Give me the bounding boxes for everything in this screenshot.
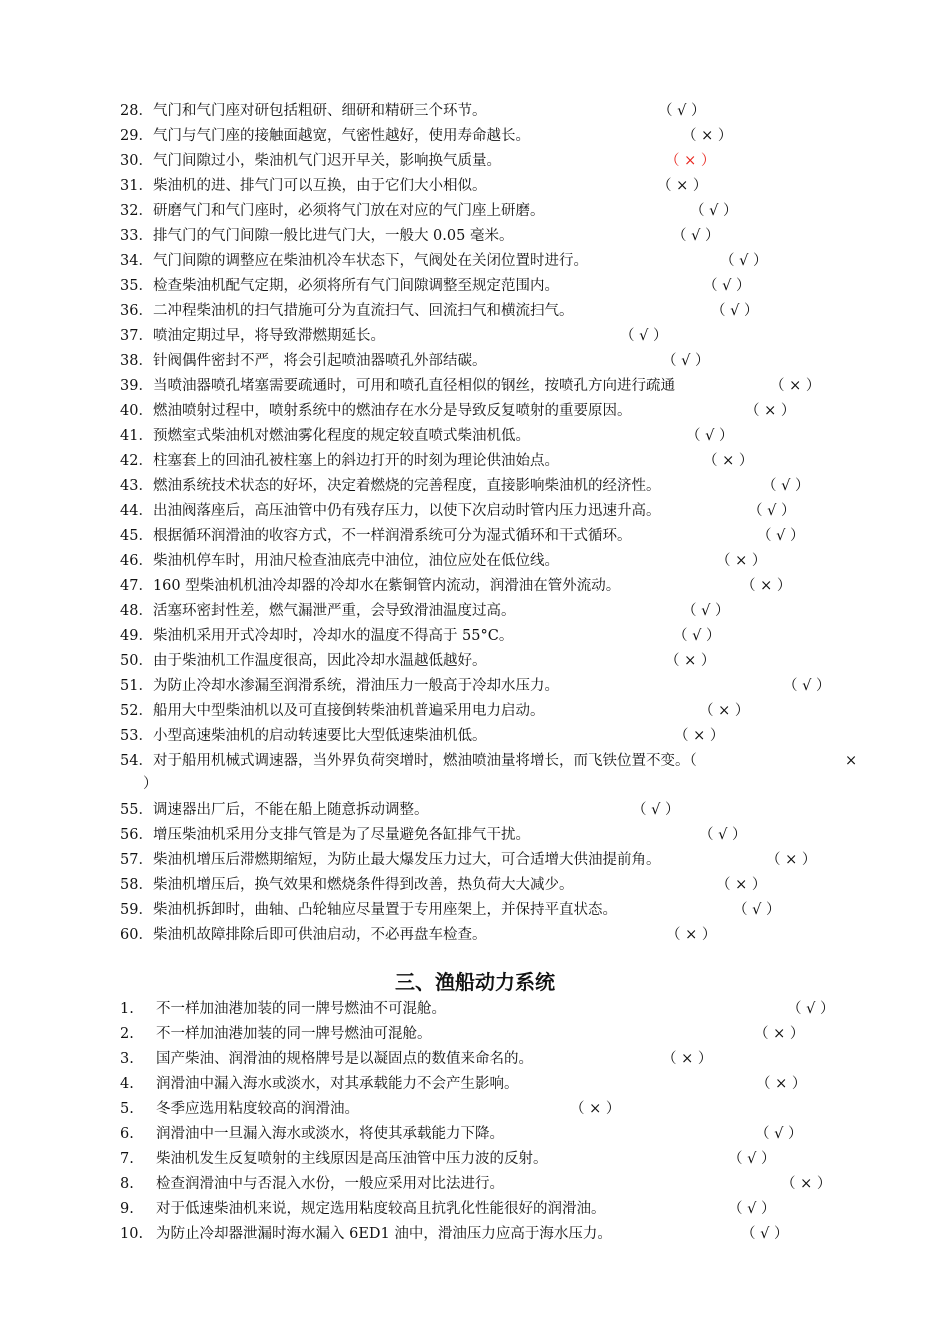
- item-text: 160 型柴油机机油冷却器的冷却水在紫铜管内流动，润滑油在管外流动。: [152, 578, 621, 594]
- item-answer: （ × ）: [716, 877, 767, 893]
- item-text: 对于船用机械式调速器，当外界负荷突增时，燃油喷油量将增长，而飞铁位置不变。（: [152, 753, 697, 769]
- item-answer: （ √ ）: [658, 103, 706, 119]
- item-number: 5.: [120, 1101, 134, 1117]
- item-answer: （ × ）: [756, 1076, 807, 1092]
- item-number: 54．: [120, 753, 153, 769]
- item-number: 46．: [120, 553, 153, 569]
- list-item: [120, 798, 428, 822]
- item-number: 42．: [120, 453, 153, 469]
- item-number: 10.: [120, 1226, 144, 1242]
- item-answer: （ √ ）: [728, 1151, 776, 1167]
- item-number: 53．: [120, 728, 153, 744]
- list-item: [120, 599, 515, 623]
- item-number: 56．: [120, 827, 153, 843]
- item-text: 柴油机拆卸时，曲轴、凸轮轴应尽量置于专用座架上，并保持平直状态。: [152, 902, 617, 918]
- item-number: 60．: [120, 927, 153, 943]
- item-text: 不一样加油港加装的同一牌号燃油可混舱。: [156, 1026, 432, 1042]
- item-number: 52．: [120, 703, 153, 719]
- item-answer: （ × ）: [674, 728, 725, 744]
- list-item: [120, 299, 573, 323]
- item-number: 36．: [120, 303, 153, 319]
- list-item: [120, 1047, 533, 1071]
- item-answer: （ √ ）: [728, 1201, 776, 1217]
- item-answer: （ √ ）: [741, 1226, 789, 1242]
- item-number: 43．: [120, 478, 153, 494]
- item-text: 柴油机的进、排气门可以互换，由于它们大小相似。: [152, 178, 487, 194]
- item-answer: （ √ ）: [672, 228, 720, 244]
- item-answer: （ √ ）: [690, 203, 738, 219]
- item-number: 45．: [120, 528, 153, 544]
- item-text: 柴油机增压后，换气效果和燃烧条件得到改善，热负荷大大减少。: [152, 877, 574, 893]
- item-answer: （ √ ）: [620, 328, 668, 344]
- item-answer: （ √ ）: [720, 253, 768, 269]
- item-text: 由于柴油机工作温度很高，因此冷却水温越低越好。: [152, 653, 487, 669]
- list-item: [120, 624, 513, 648]
- list-item: [120, 873, 573, 897]
- list-item: [120, 1022, 432, 1046]
- item-answer: （ √ ）: [762, 478, 810, 494]
- list-item: [120, 923, 486, 947]
- item-text: 柴油机采用开式冷却时，冷却水的温度不得高于 55°C。: [152, 628, 514, 644]
- item-text: 国产柴油、润滑油的规格牌号是以凝固点的数值来命名的。: [156, 1051, 533, 1067]
- item-number: 4.: [120, 1076, 134, 1092]
- item-number: 30．: [120, 153, 153, 169]
- list-item: [120, 1072, 519, 1096]
- section-title: 三、渔船动力系统: [395, 970, 555, 994]
- item-answer: （ √ ）: [711, 303, 759, 319]
- item-number: 37．: [120, 328, 153, 344]
- list-item: [120, 674, 559, 698]
- item-answer: （ √ ）: [682, 603, 730, 619]
- item-number: 28．: [120, 103, 153, 119]
- item-answer: （ × ）: [682, 128, 733, 144]
- item-number: 3.: [120, 1051, 134, 1067]
- list-item: [120, 249, 588, 273]
- item-answer: （ × ）: [745, 403, 796, 419]
- item-text: 为防止冷却器泄漏时海水漏入 6ED1 油中，滑油压力应高于海水压力。: [156, 1226, 612, 1242]
- item-number: 9.: [120, 1201, 134, 1217]
- item-text: 气门和气门座对研包括粗研、细研和精研三个环节。: [152, 103, 487, 119]
- item-answer: （ × ）: [770, 378, 821, 394]
- list-item: [120, 1097, 359, 1121]
- item-answer: （ × ）: [662, 1051, 713, 1067]
- item-answer: （ × ）: [570, 1101, 621, 1117]
- item-text: 燃油喷射过程中，喷射系统中的燃油存在水分是导致反复喷射的重要原因。: [152, 403, 632, 419]
- item-number: 41．: [120, 428, 153, 444]
- item-number: 35．: [120, 278, 153, 294]
- list-item: [120, 274, 559, 298]
- item-answer: （ × ）: [716, 553, 767, 569]
- list-item: [120, 848, 660, 872]
- list-item: [120, 424, 530, 448]
- item-text: 柱塞套上的回油孔被柱塞上的斜边打开的时刻为理论供油始点。: [152, 453, 559, 469]
- list-item: [120, 997, 446, 1021]
- item-number: 50．: [120, 653, 153, 669]
- item-answer: （ × ）: [754, 1026, 805, 1042]
- item-text: 柴油机故障排除后即可供油启动，不必再盘车检查。: [152, 927, 487, 943]
- item-text: 气门与气门座的接触面越宽，气密性越好，使用寿命越长。: [152, 128, 530, 144]
- item-answer: （ × ）: [665, 153, 716, 169]
- list-item: [120, 1222, 612, 1246]
- item-text: 不一样加油港加装的同一牌号燃油不可混舱。: [156, 1001, 446, 1017]
- item-answer: （ × ）: [781, 1176, 832, 1192]
- list-item: [120, 199, 544, 223]
- list-item: [120, 549, 559, 573]
- item-number: 48．: [120, 603, 153, 619]
- item-number: 40．: [120, 403, 153, 419]
- item-number: 44．: [120, 503, 153, 519]
- item-number: 29．: [120, 128, 153, 144]
- item-text: 对于低速柴油机来说，规定选用粘度较高且抗乳化性能很好的润滑油。: [156, 1201, 606, 1217]
- item-number: 32．: [120, 203, 153, 219]
- item-answer: （ × ）: [665, 653, 716, 669]
- item-number: 47．: [120, 578, 153, 594]
- item-number: 8.: [120, 1176, 134, 1192]
- item-text: 船用大中型柴油机以及可直接倒转柴油机普遍采用电力启动。: [152, 703, 545, 719]
- item-text: 小型高速柴油机的启动转速要比大型低速柴油机低。: [152, 728, 487, 744]
- item-number: 58．: [120, 877, 153, 893]
- item-text: 气门间隙过小，柴油机气门迟开早关，影响换气质量。: [152, 153, 501, 169]
- list-item: [120, 224, 513, 248]
- item-answer: （ √ ）: [783, 678, 831, 694]
- item-text: 排气门的气门间隙一般比进气门大，一般大 0.05 毫米。: [152, 228, 514, 244]
- item-answer: （ √ ）: [673, 628, 721, 644]
- item-number: 7.: [120, 1151, 134, 1167]
- item-text: 柴油机发生反复喷射的主线原因是高压油管中压力波的反射。: [156, 1151, 548, 1167]
- item-answer: （ √ ）: [632, 802, 680, 818]
- item-text: 润滑油中漏入海水或淡水，对其承载能力不会产生影响。: [156, 1076, 519, 1092]
- list-item: [120, 749, 697, 773]
- item-text: 根据循环润滑油的收容方式，不一样润滑系统可分为湿式循环和干式循环。: [152, 528, 632, 544]
- item-number: 51．: [120, 678, 153, 694]
- item-number: 34．: [120, 253, 153, 269]
- item-number: 55．: [120, 802, 153, 818]
- list-item: [120, 124, 530, 148]
- list-item: [120, 724, 486, 748]
- list-item: [120, 1197, 606, 1221]
- item-text: 冬季应选用粘度较高的润滑油。: [156, 1101, 359, 1117]
- item-answer: （ √ ）: [662, 353, 710, 369]
- item-number: 1.: [120, 1001, 134, 1017]
- item-number: 39．: [120, 378, 153, 394]
- list-item: [120, 524, 631, 548]
- item-answer: （ √ ）: [748, 503, 796, 519]
- item-answer: （ √ ）: [703, 278, 751, 294]
- item-number: 38．: [120, 353, 153, 369]
- list-item: [120, 898, 617, 922]
- list-item: [120, 1122, 504, 1146]
- list-item: [120, 174, 486, 198]
- item-answer: （ × ）: [699, 703, 750, 719]
- list-item: [120, 324, 385, 348]
- item-number: 57．: [120, 852, 153, 868]
- item-text: 喷油定期过早，将导致滞燃期延长。: [152, 328, 385, 344]
- list-item: [120, 99, 486, 123]
- item-answer: （ √ ）: [787, 1001, 835, 1017]
- item-answer: （ × ）: [741, 578, 792, 594]
- item-text: 当喷油器喷孔堵塞需要疏通时，可用和喷孔直径相似的钢丝，按喷孔方向进行疏通: [152, 378, 675, 394]
- item-text: 出油阀落座后，高压油管中仍有残存压力，以使下次启动时管内压力迅速升高。: [152, 503, 661, 519]
- item-text: 检查润滑油中与否混入水份，一般应采用对比法进行。: [156, 1176, 504, 1192]
- item-number: 6.: [120, 1126, 134, 1142]
- item-text: 针阀偶件密封不严，将会引起喷油器喷孔外部结碳。: [152, 353, 487, 369]
- item-text: 活塞环密封性差，燃气漏泄严重，会导致滑油温度过高。: [152, 603, 516, 619]
- item-continuation: ）: [143, 776, 158, 792]
- item-number: 33．: [120, 228, 153, 244]
- item-text: 气门间隙的调整应在柴油机冷车状态下，气阀处在关闭位置时进行。: [152, 253, 588, 269]
- item-text: 检查柴油机配气定期，必须将所有气门间隙调整至规定范围内。: [152, 278, 559, 294]
- list-item: [120, 149, 501, 173]
- item-text: 润滑油中一旦漏入海水或淡水，将使其承载能力下降。: [156, 1126, 504, 1142]
- item-number: 59．: [120, 902, 153, 918]
- item-text: 燃油系统技术状态的好坏，决定着燃烧的完善程度，直接影响柴油机的经济性。: [152, 478, 661, 494]
- item-answer: （ √ ）: [757, 528, 805, 544]
- item-answer: （ √ ）: [755, 1126, 803, 1142]
- list-item: [120, 499, 660, 523]
- item-answer: （ √ ）: [699, 827, 747, 843]
- item-number: 31．: [120, 178, 153, 194]
- item-answer: （ × ）: [766, 852, 817, 868]
- item-text: 二冲程柴油机的扫气措施可分为直流扫气、回流扫气和横流扫气。: [152, 303, 574, 319]
- item-answer: （ √ ）: [733, 902, 781, 918]
- item-answer: （ × ）: [703, 453, 754, 469]
- item-answer: （ √ ）: [686, 428, 734, 444]
- item-text: 研磨气门和气门座时，必须将气门放在对应的气门座上研磨。: [152, 203, 545, 219]
- list-item: [120, 823, 530, 847]
- item-text: 增压柴油机采用分支排气管是为了尽量避免各缸排气干扰。: [152, 827, 530, 843]
- list-item: [120, 374, 675, 398]
- item-text: 预燃室式柴油机对燃油雾化程度的规定较直喷式柴油机低。: [152, 428, 530, 444]
- item-text: 柴油机停车时，用油尺检查油底壳中油位，油位应处在低位线。: [152, 553, 559, 569]
- item-answer: ×: [845, 753, 858, 769]
- item-answer: （ × ）: [666, 927, 717, 943]
- list-item: [120, 1147, 548, 1171]
- item-text: 为防止冷却水渗漏至润滑系统，滑油压力一般高于冷却水压力。: [152, 678, 559, 694]
- list-item: [120, 699, 544, 723]
- list-item: [120, 1172, 504, 1196]
- item-number: 2.: [120, 1026, 134, 1042]
- list-item: [120, 474, 660, 498]
- item-text: 调速器出厂后，不能在船上随意拆动调整。: [152, 802, 429, 818]
- list-item: [120, 399, 631, 423]
- list-item: [120, 574, 620, 598]
- list-item: [120, 349, 486, 373]
- item-answer: （ × ）: [657, 178, 708, 194]
- list-item: [120, 649, 486, 673]
- item-text: 柴油机增压后滞燃期缩短，为防止最大爆发压力过大，可合适增大供油提前角。: [152, 852, 661, 868]
- list-item: [120, 449, 559, 473]
- item-number: 49．: [120, 628, 153, 644]
